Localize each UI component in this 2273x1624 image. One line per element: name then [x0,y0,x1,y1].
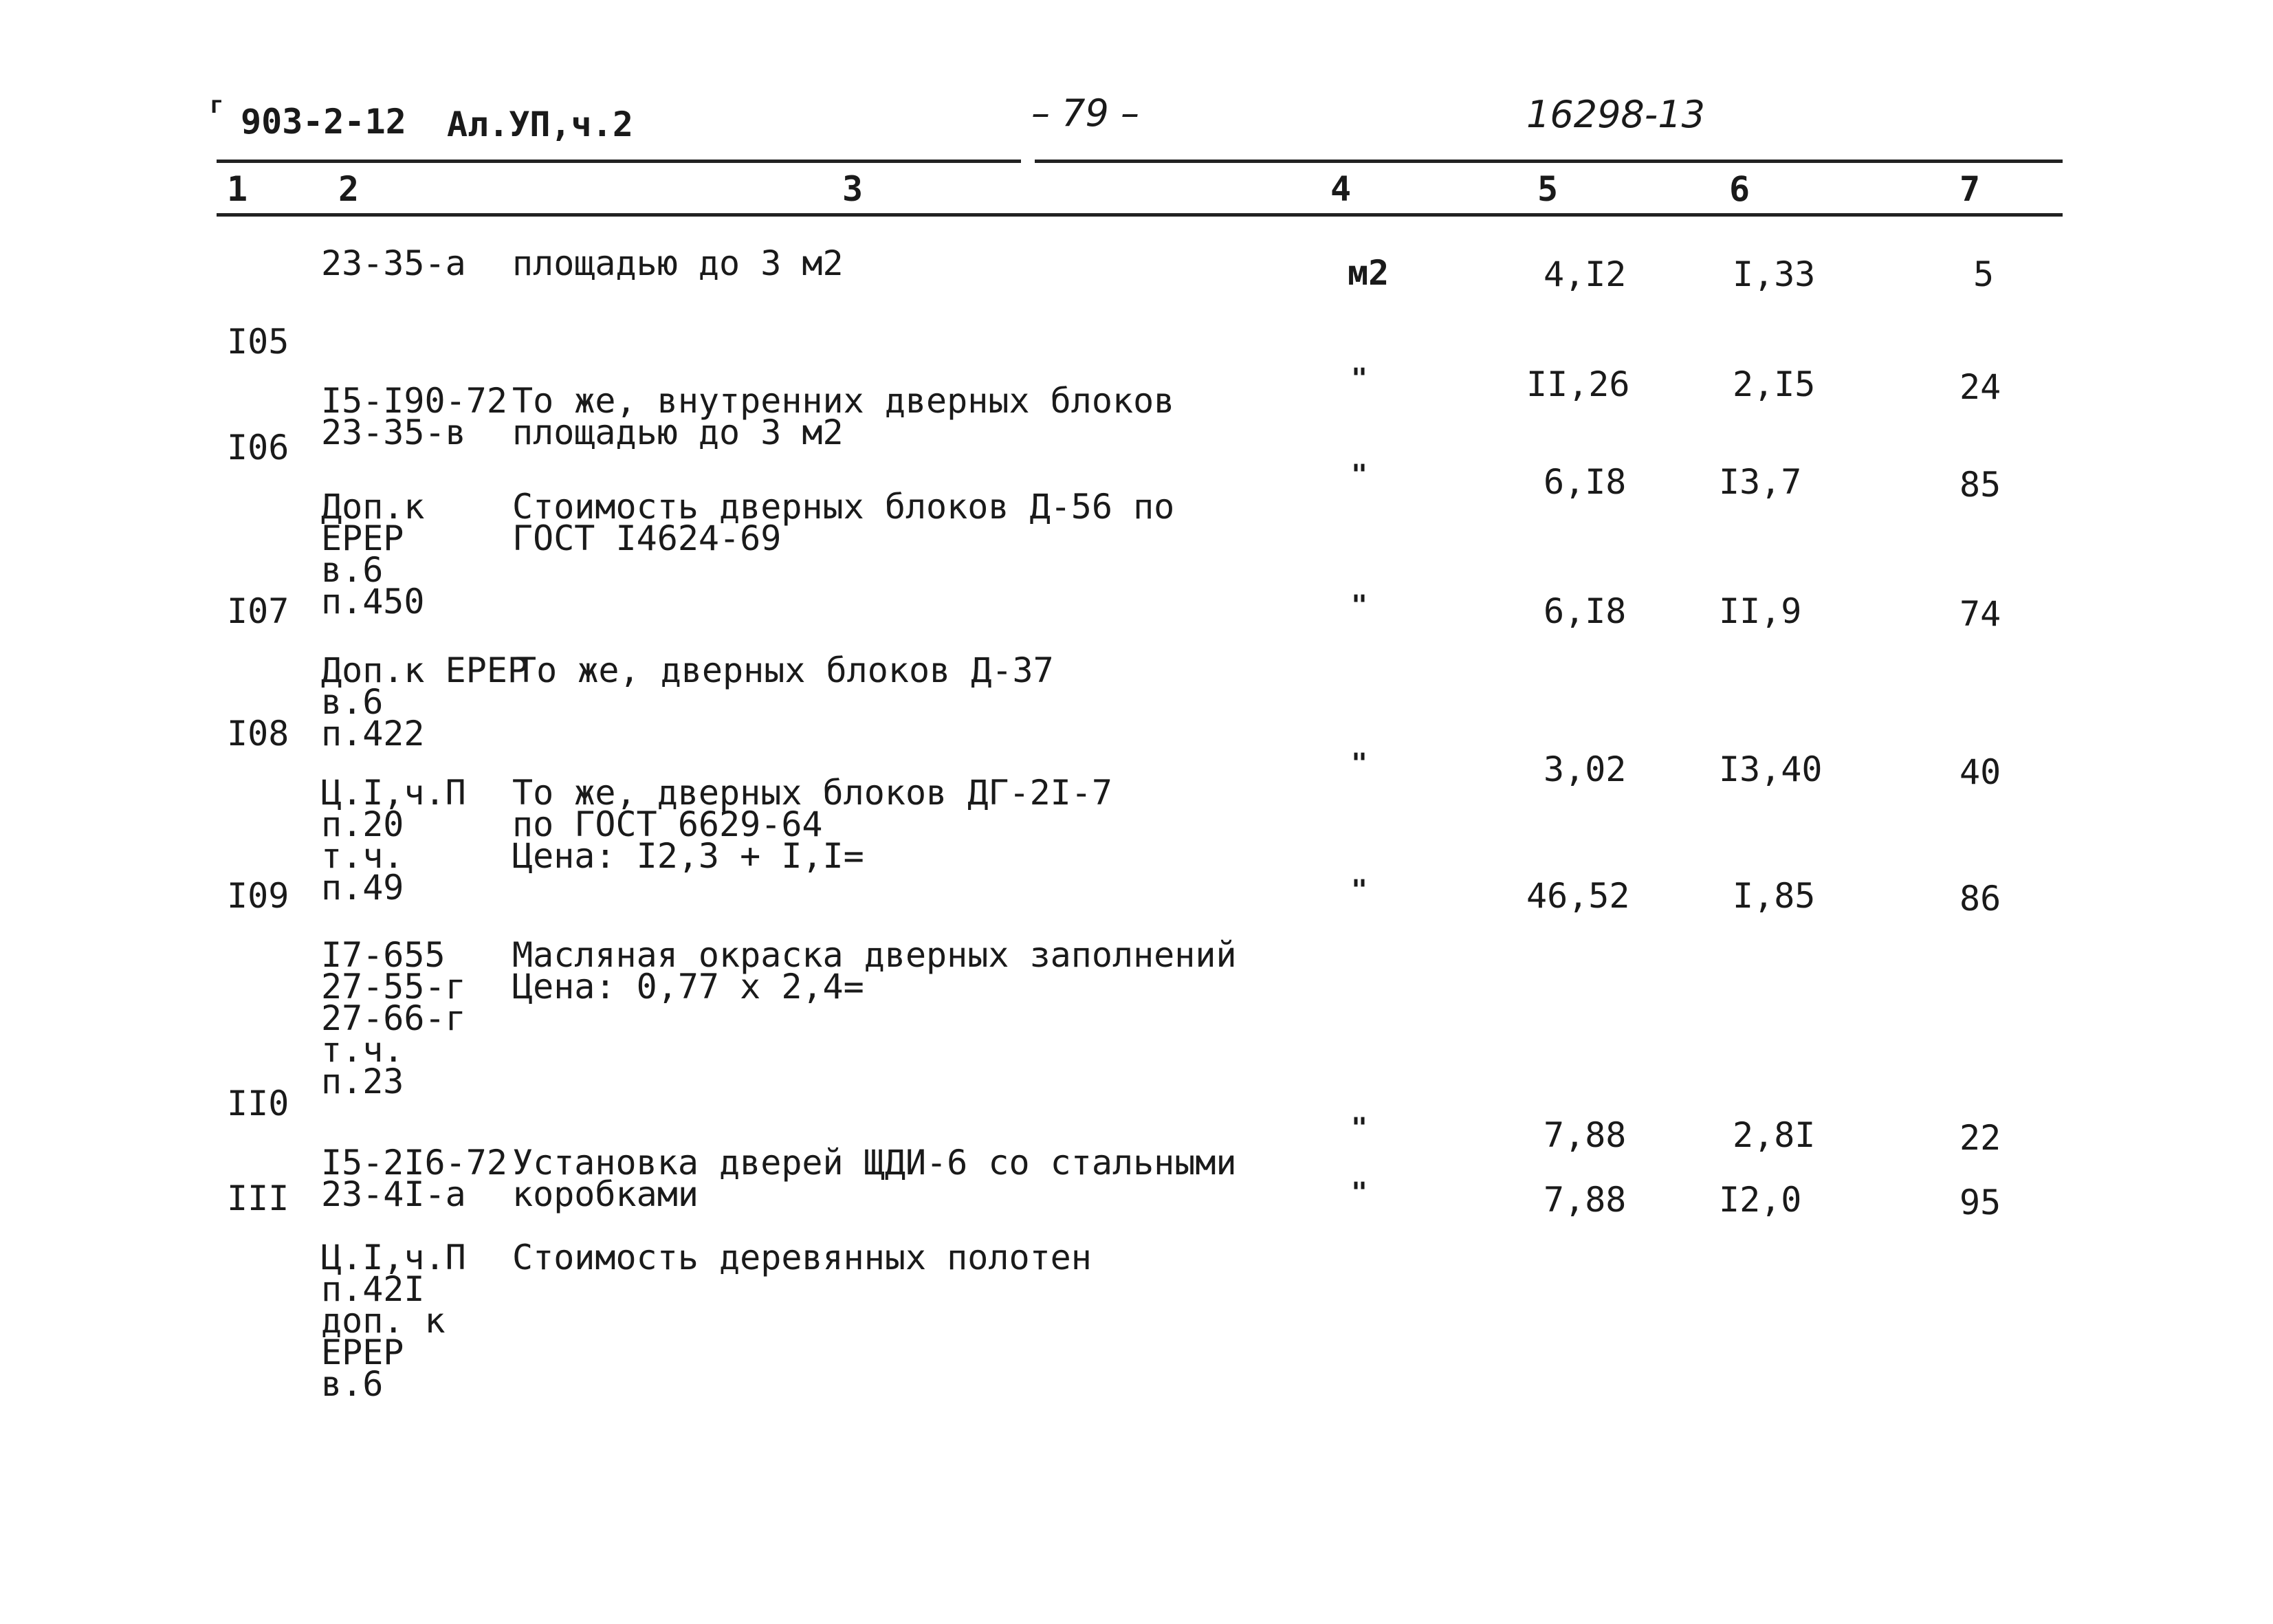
row-number: III [227,1178,289,1218]
row-unit-ditto: " [1351,875,1368,906]
col-number-1: 1 [227,169,248,209]
row-unit-price: I2,0 [1719,1180,1802,1220]
row-description: Масляная окраска дверных заполнений Цена: 0,77 х 2,4= [512,935,1237,1007]
row-unit-price: I3,7 [1719,462,1802,502]
row-quantity: 6,I8 [1544,462,1627,502]
row-number: I07 [227,591,289,631]
row-ref: Доп.к ЕРЕР в.6 п.422 [321,650,529,754]
row-total: 5 [1973,254,1995,294]
col-number-3: 3 [842,169,864,209]
row-total: 40 [1959,752,2001,792]
row-description: Стоимость деревянных полотен [512,1238,1092,1277]
row-quantity: 7,88 [1544,1180,1627,1220]
top-rule-right [1035,160,2063,163]
row-description: площадью до 3 м2 [512,243,844,283]
row-unit-price: I,85 [1733,876,1816,916]
row-quantity: 3,02 [1544,749,1627,789]
row-ref: Доп.к ЕРЕР в.6 п.450 [321,487,425,622]
row-number: I09 [227,876,289,916]
row-number: II0 [227,1084,289,1123]
row-description: То же, дверных блоков ДГ-2I-7 по ГОСТ 6629-64 Цена: I2,3 + I,I= [512,773,1112,876]
row-unit-price: I3,40 [1719,749,1823,789]
doc-code: 16298-13 [1526,93,1705,136]
row-unit-ditto: " [1351,590,1368,622]
row-total: 86 [1959,879,2001,919]
col-number-2: 2 [338,169,360,209]
row-quantity: 46,52 [1526,876,1630,916]
row-number: I05 [227,322,289,362]
row-unit-ditto: " [1351,1112,1368,1144]
row-unit-ditto: " [1351,459,1368,491]
row-total: 24 [1959,367,2001,407]
row-quantity: 4,I2 [1544,254,1627,294]
row-description: Установка дверей ЩДИ-6 со стальными коробками [512,1143,1237,1214]
row-quantity: 7,88 [1544,1115,1627,1155]
row-unit-ditto: " [1351,363,1368,395]
row-unit-ditto: " [1351,748,1368,780]
row-unit: м2 [1348,253,1390,293]
row-description: То же, внутренних дверных блоков площадью до 3 м2 [512,381,1175,452]
row-quantity: II,26 [1526,364,1630,404]
row-unit-price: 2,8I [1733,1115,1816,1155]
col-number-5: 5 [1537,169,1559,209]
row-ref: Ц.I,ч.П п.20 т.ч. п.49 [321,773,466,908]
row-description: Стоимость дверных блоков Д-56 по ГОСТ I4624-69 [512,487,1175,558]
row-ref: I5-2I6-72 23-4I-а [321,1143,507,1214]
row-total: 95 [1959,1183,2001,1222]
row-ref: I5-I90-72 23-35-в [321,381,507,452]
row-description: То же, дверных блоков Д-37 [516,650,1054,690]
row-number: I06 [227,428,289,468]
row-unit-ditto: " [1351,1177,1368,1209]
row-quantity: 6,I8 [1544,591,1627,631]
project-code: 903-2-12 [241,102,406,142]
row-unit-price: I,33 [1733,254,1816,294]
row-total: 74 [1959,594,2001,634]
top-rule-left [217,160,1021,163]
corner-mark: г [210,91,224,119]
row-unit-price: II,9 [1719,591,1802,631]
row-ref: 23-35-а [321,243,466,283]
row-number: I08 [227,714,289,754]
header-rule [217,213,2063,217]
album-code: Ал.УП,ч.2 [447,105,633,144]
row-total: 22 [1959,1118,2001,1158]
row-ref: I7-655 27-55-г 27-66-г т.ч. п.23 [321,935,466,1101]
col-number-7: 7 [1959,169,1981,209]
col-number-6: 6 [1729,169,1750,209]
col-number-4: 4 [1330,169,1352,209]
row-ref: Ц.I,ч.П п.42I доп. к ЕРЕР в.6 [321,1238,466,1404]
row-total: 85 [1959,465,2001,505]
row-unit-price: 2,I5 [1733,364,1816,404]
page-number: – 79 – [1031,91,1140,135]
